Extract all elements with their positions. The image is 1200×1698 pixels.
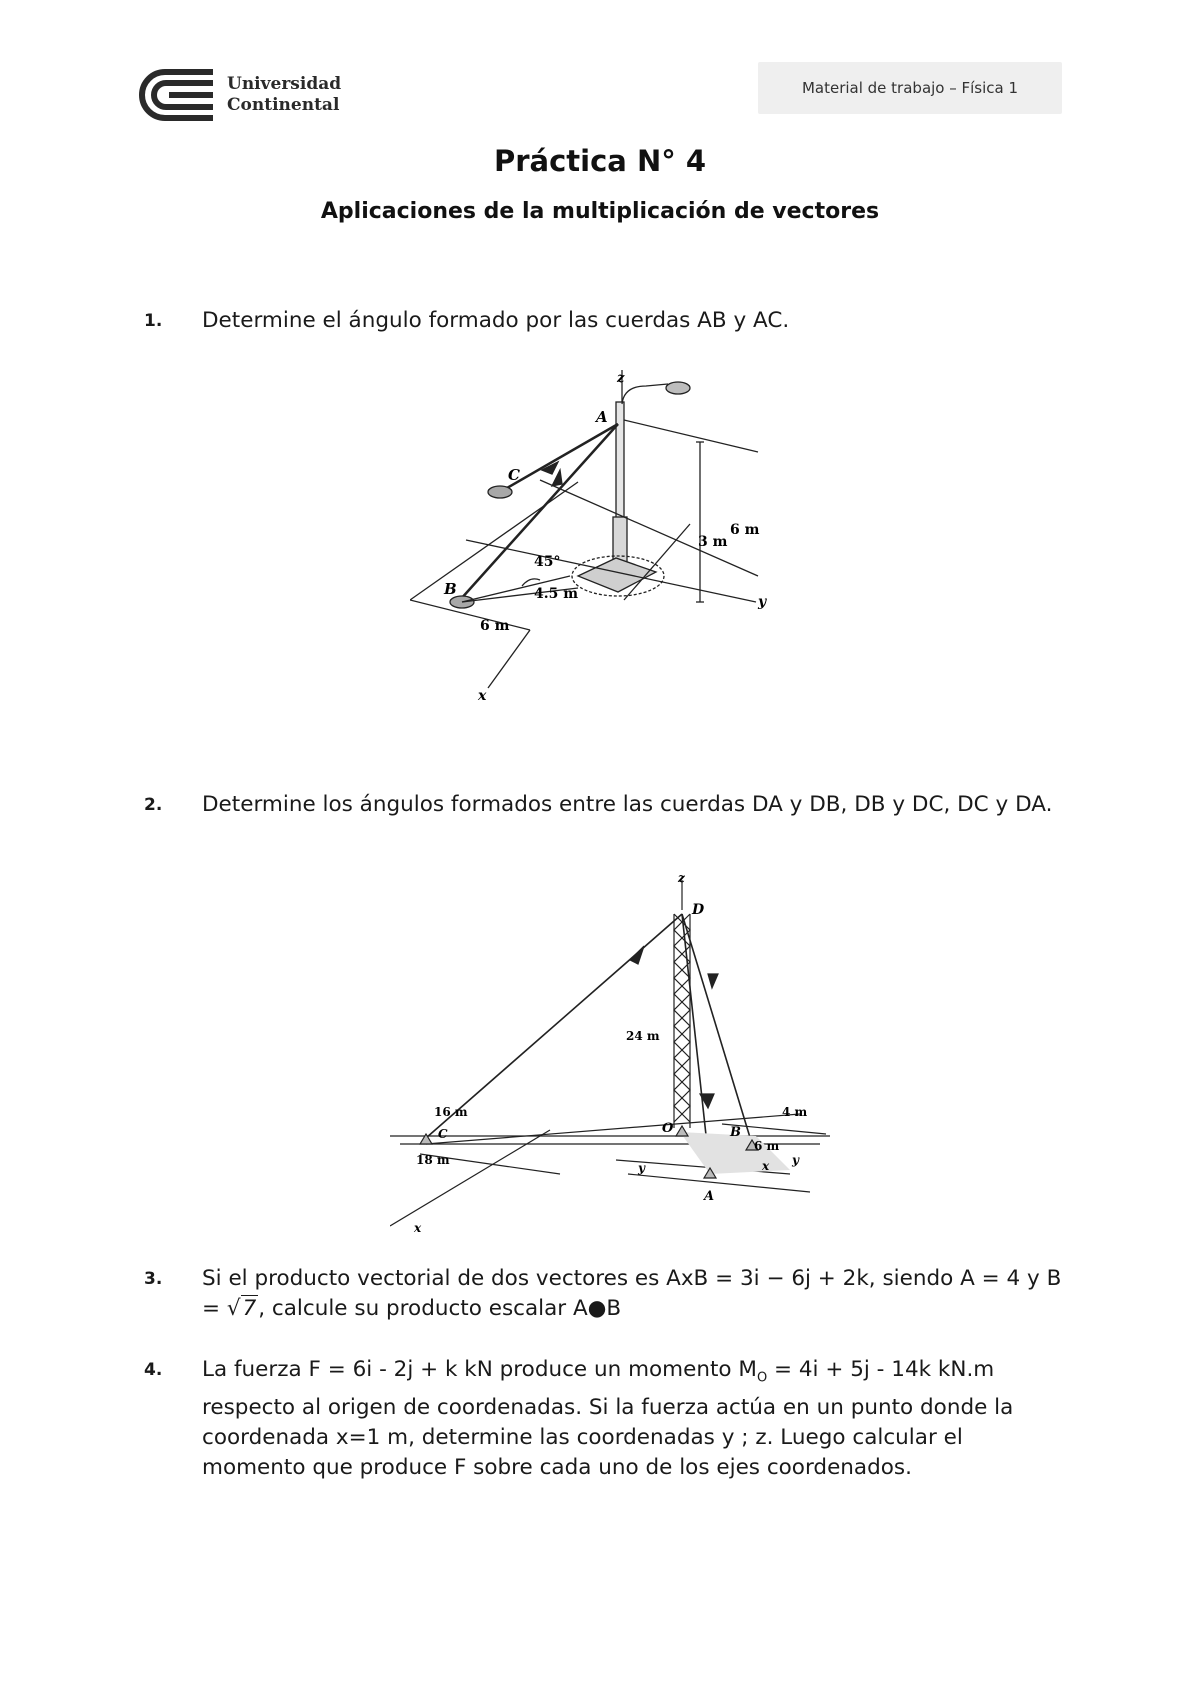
fig2-label-b: B xyxy=(730,1125,741,1140)
question-text-part-a: Si el producto vectorial de dos vectores es AxB = 3i − 6j + 2k, siendo A = 4 y B = xyxy=(202,1266,1062,1321)
figure-1-lamp-post-diagram xyxy=(410,362,800,758)
fig2-label-z: z xyxy=(678,874,685,885)
fig1-label-b: B xyxy=(444,580,457,598)
fig2-dim-16m: 16 m xyxy=(434,1105,468,1119)
logo-c-mark-icon xyxy=(135,68,217,122)
question-text-part-b: , calcule su producto escalar A●B xyxy=(258,1296,622,1321)
fig2-label-y2: y xyxy=(638,1161,645,1175)
fig2-label-a: A xyxy=(704,1189,715,1204)
question-number: 3. xyxy=(144,1269,163,1289)
question-number: 2. xyxy=(144,795,163,815)
page-title: Práctica N° 4 xyxy=(493,144,707,178)
fig1-label-a: A xyxy=(596,408,608,426)
fig2-label-x: x xyxy=(414,1221,422,1234)
fig2-label-y: y xyxy=(792,1153,799,1167)
fig1-label-x: x xyxy=(478,688,487,704)
page-subtitle: Aplicaciones de la multiplicación de vectores xyxy=(320,199,880,224)
fig1-label-y: y xyxy=(758,594,767,610)
question-text: Determine el ángulo formado por las cuerdas AB y AC. xyxy=(202,308,790,333)
fig2-label-o: O xyxy=(662,1121,674,1136)
question-text-part-b: = 4i + 5j - 14k kN.m respecto al origen de coordenadas. Si la fuerza actúa en un punto donde la coordenada x=1 m, determine las coordenadas y ; z. Luego calcular el momento que produce F sobre cada uno de los ejes coordenados. xyxy=(202,1357,1014,1481)
fig1-dim-6m-height: 6 m xyxy=(730,522,760,538)
question-text: Determine los ángulos formados entre las cuerdas DA y DB, DB y DC, DC y DA. xyxy=(202,792,1053,817)
logo-line-2: Continental xyxy=(227,95,340,115)
university-logo xyxy=(135,68,365,128)
fig2-label-d: D xyxy=(692,902,705,918)
logo-text xyxy=(227,74,341,116)
fig2-dim-4m: 4 m xyxy=(782,1105,808,1119)
fig1-dim-6m-base: 6 m xyxy=(480,618,510,634)
question-number: 4. xyxy=(144,1360,163,1380)
fig2-dim-18m: 18 m xyxy=(416,1153,450,1167)
course-tag: Material de trabajo – Física 1 xyxy=(758,62,1062,114)
fig2-label-x2: x xyxy=(762,1159,770,1173)
question-text xyxy=(202,1264,1062,1324)
fig2-dim-6m: 6 m xyxy=(754,1139,780,1153)
moment-subscript: O xyxy=(756,1370,768,1386)
fig1-label-c: C xyxy=(508,466,520,484)
sqrt-symbol: √7 xyxy=(226,1296,257,1321)
question-text xyxy=(202,1355,1062,1483)
fig1-label-z: z xyxy=(617,371,625,386)
fig1-dim-4-5m: 4.5 m xyxy=(534,586,579,602)
question-number: 1. xyxy=(144,311,163,331)
logo-line-1: Universidad xyxy=(227,74,342,94)
sqrt-value: 7 xyxy=(242,1296,257,1321)
figure-2-tower-diagram xyxy=(390,874,830,1234)
fig2-label-c: C xyxy=(438,1127,448,1141)
fig1-angle-45: 45° xyxy=(534,554,561,570)
question-text-part-a: La fuerza F = 6i - 2j + k kN produce un momento M xyxy=(202,1357,757,1382)
fig1-dim-3m: 3 m xyxy=(698,534,728,550)
fig2-dim-24m: 24 m xyxy=(626,1029,660,1043)
